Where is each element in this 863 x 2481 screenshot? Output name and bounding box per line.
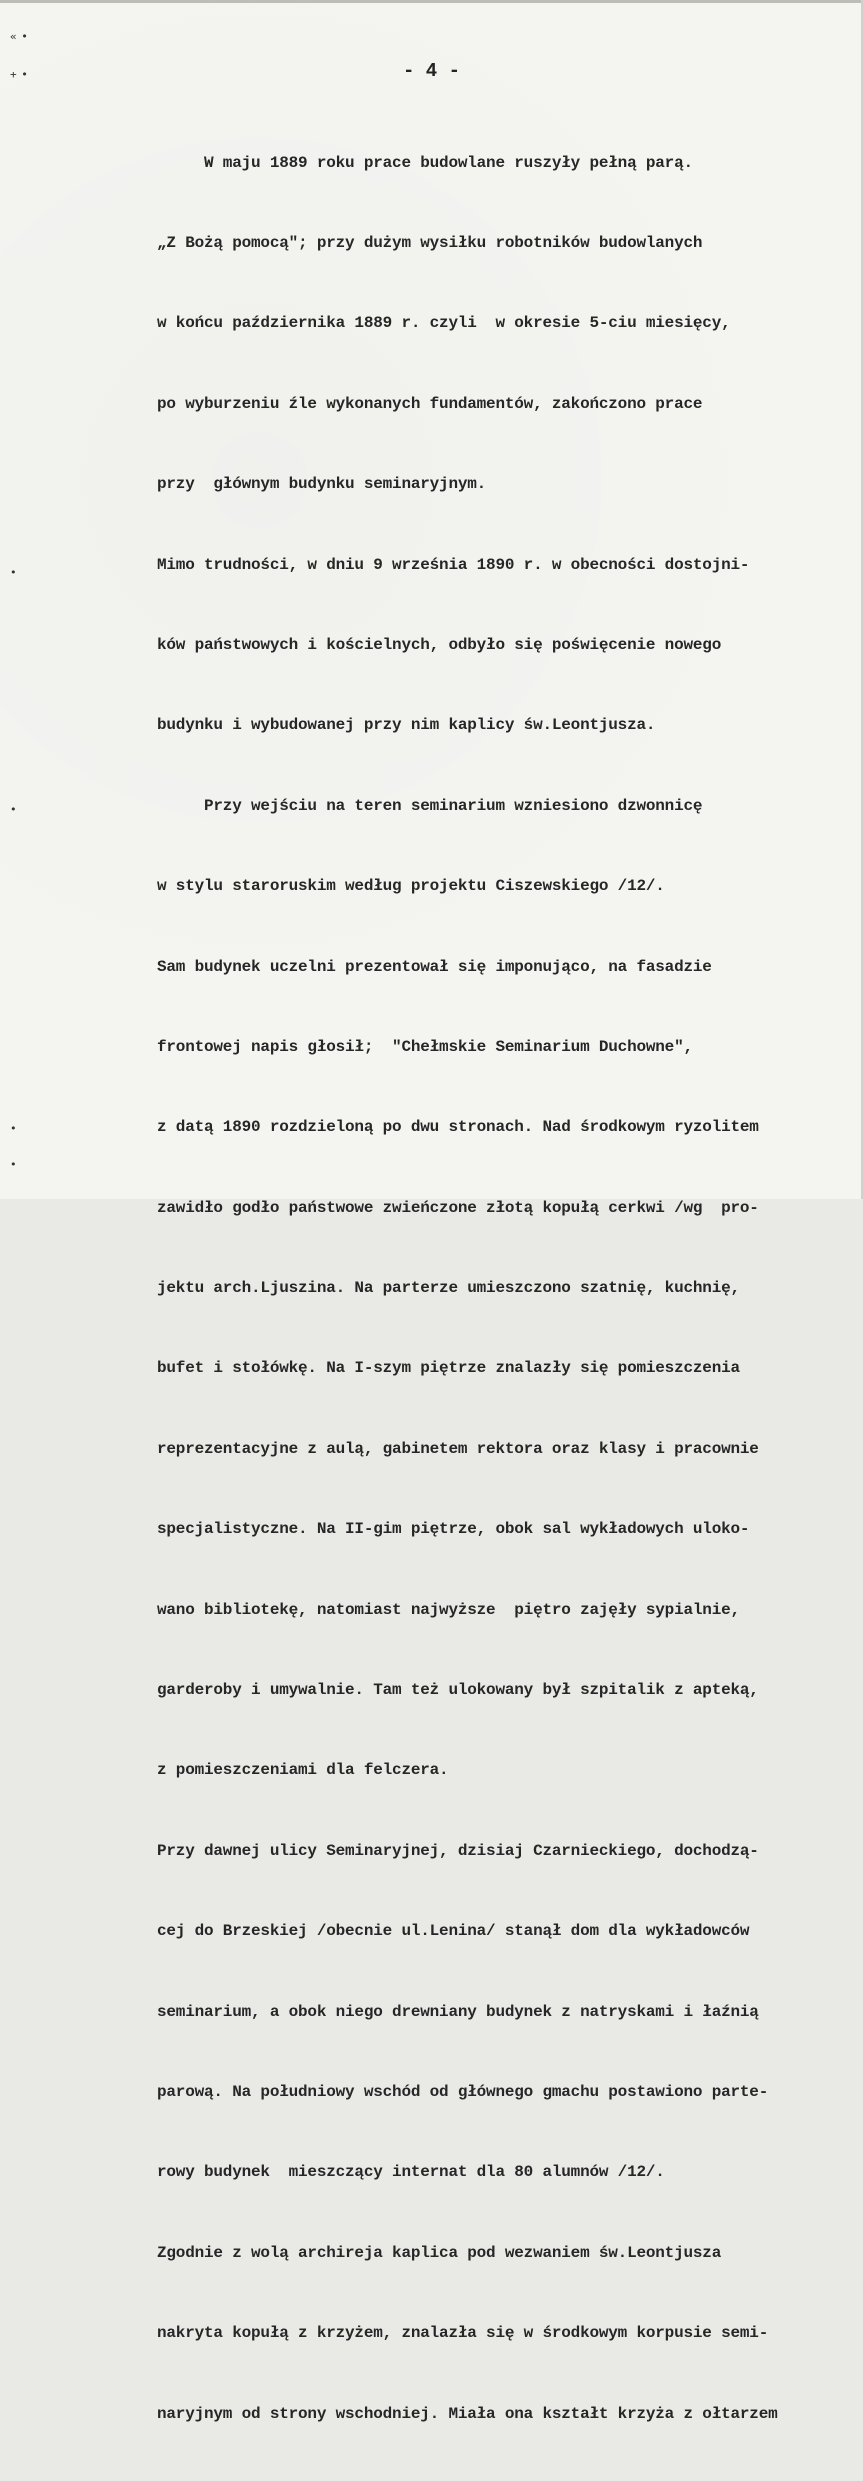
text-line: w końcu października 1889 r. czyli w okresie 5-ciu miesięcy,: [157, 314, 731, 333]
text-line: cej do Brzeskiej /obecnie ul.Lenina/ stanął dom dla wykładowców: [157, 1922, 750, 1941]
margin-mark: + •: [10, 68, 27, 81]
margin-mark: •: [10, 566, 16, 579]
page-number: - 4 -: [402, 60, 460, 82]
text-line: zawidło godło państwowe zwieńczone złotą kopułą cerkwi /wg pro-: [157, 1198, 759, 1217]
text-line: Przy dawnej ulicy Seminaryjnej, dzisiaj Czarnieckiego, dochodzą-: [157, 1841, 759, 1860]
text-line: z pomieszczeniami dla felczera.: [157, 1761, 449, 1780]
scan-edge-top: [0, 0, 863, 3]
text-line: parową. Na południowy wschód od głównego gmachu postawiono parte-: [157, 2082, 769, 2101]
text-line: Mimo trudności, w dniu 9 września 1890 r. w obecności dostojni-: [157, 555, 750, 574]
text-line: budynku i wybudowanej przy nim kaplicy św.Leontjusza.: [157, 716, 656, 735]
text-line: wano bibliotekę, natomiast najwyższe piętro zajęły sypialnie,: [157, 1600, 740, 1619]
text-line: w stylu staroruskim według projektu Ciszewskiego /12/.: [157, 877, 665, 896]
text-line: z datą 1890 rozdzieloną po dwu stronach. Nad środkowym ryzolitem: [157, 1118, 759, 1137]
margin-mark: •: [10, 1122, 16, 1135]
text-line: naryjnym od strony wschodniej. Miała ona kształt krzyża z ołtarzem: [157, 2404, 778, 2423]
text-line: specjalistyczne. Na II-gim piętrze, obok sal wykładowych uloko-: [157, 1520, 750, 1539]
text-line: po wyburzeniu źle wykonanych fundamentów, zakończono prace: [157, 394, 703, 413]
text-line: ków państwowych i kościelnych, odbyło się poświęcenie nowego: [157, 635, 722, 654]
text-line: frontowej napis głosił; "Chełmskie Seminarium Duchowne",: [157, 1037, 693, 1056]
text-line: Sam budynek uczelni prezentował się imponująco, na fasadzie: [157, 957, 712, 976]
text-line: garderoby i umywalnie. Tam też ulokowany był szpitalik z apteką,: [157, 1681, 759, 1700]
text-line: W maju 1889 roku prace budowlane ruszyły pełną parą.: [157, 153, 693, 172]
text-line: Zgodnie z wolą archireja kaplica pod wezwaniem św.Leontjusza: [157, 2243, 722, 2262]
text-line: reprezentacyjne z aulą, gabinetem rektora oraz klasy i pracownie: [157, 1439, 759, 1458]
text-line: jektu arch.Ljuszina. Na parterze umieszczono szatnię, kuchnię,: [157, 1279, 740, 1298]
text-line: nakryta kopułą z krzyżem, znalazła się w środkowym korpusie semi-: [157, 2324, 769, 2343]
text-line: Przy wejściu na teren seminarium wzniesiono dzwonnicę: [157, 796, 703, 815]
text-line: bufet i stołówkę. Na I-szym piętrze znalazły się pomieszczenia: [157, 1359, 740, 1378]
text-line: „Z Bożą pomocą"; przy dużym wysiłku robotników budowlanych: [157, 233, 703, 252]
text-line: przy głównym budynku seminaryjnym.: [157, 475, 487, 494]
text-line: rowy budynek mieszczący internat dla 80 alumnów /12/.: [157, 2163, 665, 2182]
margin-mark: •: [10, 1158, 16, 1171]
text-line: seminarium, a obok niego drewniany budynek z natryskami i łaźnią: [157, 2002, 759, 2021]
typewritten-text: [157, 96, 862, 2481]
margin-mark: « •: [10, 30, 27, 43]
margin-mark: •: [10, 803, 16, 816]
